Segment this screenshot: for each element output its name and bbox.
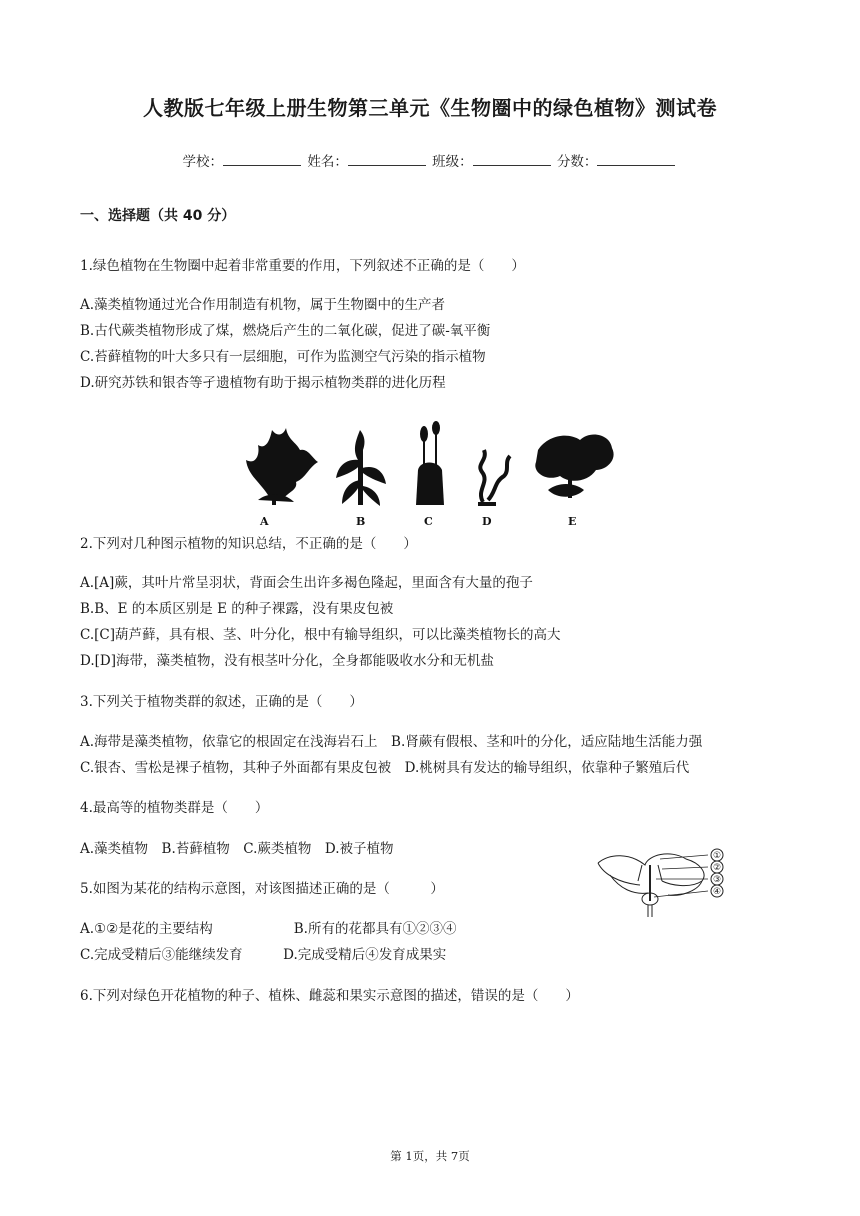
moss-plant-image [416, 421, 444, 505]
flower-label-1: ① [712, 851, 722, 861]
question-2-option-b[interactable]: B.B、E 的本质区别是 E 的种子裸露，没有果皮包被 [80, 601, 394, 617]
flower-petals [598, 854, 704, 886]
section-heading: 一、选择题（共 40 分） [80, 208, 236, 224]
question-1-option-c[interactable]: C.苔藓植物的叶大多只有一层细胞，可作为监测空气污染的指示植物 [80, 349, 486, 365]
figure-label-d: D [482, 515, 492, 528]
flower-label-4: ④ [712, 887, 722, 897]
question-2-option-c[interactable]: C.[C]葫芦藓，具有根、茎、叶分化，根中有输导组织，可以比藻类植物长的高大 [80, 627, 561, 643]
page-footer: 第 1页，共 7页 [390, 1149, 470, 1163]
flower-label-2: ② [712, 863, 722, 873]
flower-structure-figure [590, 845, 740, 920]
question-2-stem: 2.下列对几种图示植物的知识总结，不正确的是（ ） [80, 536, 417, 552]
question-1-option-d[interactable]: D.研究苏铁和银杏等孑遗植物有助于揭示植物类群的进化历程 [80, 375, 446, 391]
flower-label-3: ③ [712, 875, 722, 885]
question-3-options-row-1[interactable]: A.海带是藻类植物，依靠它的根固定在浅海岩石上 B.肾蕨有假根、茎和叶的分化，适应陆地生活能力强 [80, 734, 703, 750]
page-title: 人教版七年级上册生物第三单元《生物圈中的绿色植物》测试卷 [143, 96, 717, 120]
fern-plant-image [246, 428, 318, 505]
question-1-stem: 1.绿色植物在生物圈中起着非常重要的作用，下列叙述不正确的是（ ） [80, 258, 525, 274]
score-label: 分数： [556, 154, 598, 170]
question-2-option-d[interactable]: D.[D]海带，藻类植物，没有根茎叶分化，全身都能吸收水分和无机盐 [80, 653, 494, 669]
score-blank[interactable] [597, 152, 675, 166]
school-label: 学校： [182, 154, 224, 170]
question-1-option-b[interactable]: B.古代蕨类植物形成了煤，燃烧后产生的二氧化碳，促进了碳-氧平衡 [80, 323, 491, 339]
class-blank[interactable] [473, 152, 551, 166]
class-label: 班级： [432, 154, 473, 170]
question-5-stem: 5.如图为某花的结构示意图，对该图描述正确的是（ ） [80, 881, 444, 897]
question-5-options-row-2[interactable]: C.完成受精后③能继续发育 D.完成受精后④发育成果实 [80, 947, 447, 963]
figure-label-b: B [356, 515, 366, 528]
name-label: 姓名： [307, 154, 348, 170]
question-4-options[interactable]: A.藻类植物 B.苔藓植物 C.蕨类植物 D.被子植物 [80, 841, 394, 857]
question-6-stem: 6.下列对绿色开花植物的种子、植株、雌蕊和果实示意图的描述，错误的是（ ） [80, 988, 579, 1004]
plants-figure [238, 420, 618, 530]
gymnosperm-plant-image [535, 434, 613, 498]
student-info-row [0, 150, 860, 170]
kelp-plant-image [478, 450, 510, 504]
question-3-stem: 3.下列关于植物类群的叙述，正确的是（ ） [80, 694, 363, 710]
figure-label-c: C [424, 515, 433, 528]
figure-label-e: E [568, 515, 577, 528]
question-5-options-row-1[interactable]: A.①②是花的主要结构 B.所有的花都具有①②③④ [80, 921, 457, 937]
school-blank[interactable] [223, 152, 301, 166]
question-2-option-a[interactable]: A.[A]蕨，其叶片常呈羽状，背面会生出许多褐色隆起，里面含有大量的孢子 [80, 575, 533, 591]
figure-label-a: A [260, 515, 269, 528]
corn-plant-image [336, 430, 386, 506]
name-blank[interactable] [348, 152, 426, 166]
question-4-stem: 4.最高等的植物类群是（ ） [80, 800, 269, 816]
question-3-options-row-2[interactable]: C.银杏、雪松是裸子植物，其种子外面都有果皮包被 D.桃树具有发达的输导组织，依靠种子繁殖后代 [80, 760, 690, 776]
question-1-option-a[interactable]: A.藻类植物通过光合作用制造有机物，属于生物圈中的生产者 [80, 297, 446, 313]
